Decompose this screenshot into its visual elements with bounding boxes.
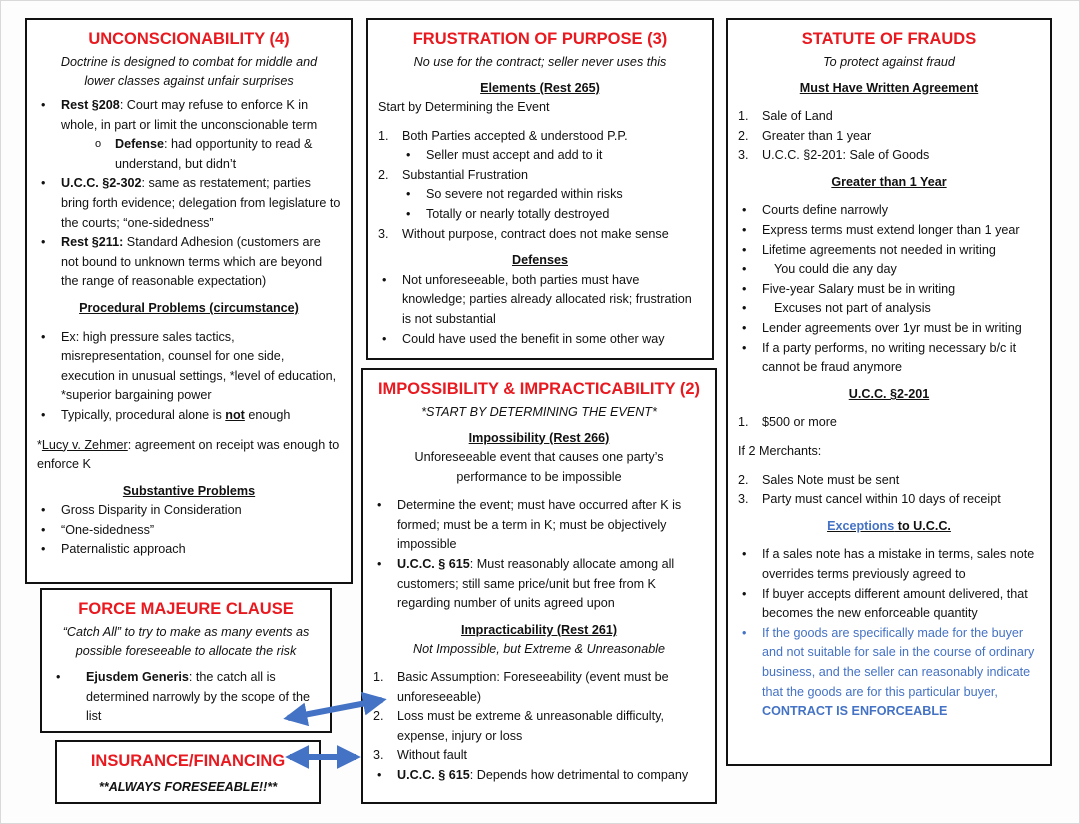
list-item: 2. Substantial Frustration — [378, 167, 528, 182]
insurance-title: INSURANCE/FINANCING — [90, 752, 286, 770]
list-item: 1. Sale of Land — [738, 109, 833, 124]
insurance-note: **ALWAYS FORESEEABLE!!** — [98, 780, 278, 794]
greater-than-year-heading: Greater than 1 Year — [831, 174, 947, 189]
list-item: • Express terms must extend longer than 1 year — [738, 221, 1040, 241]
list-item: • Totally or nearly totally destroyed — [378, 205, 702, 225]
impossibility-desc: Unforeseeable event that causes one party’s performance to be impossible — [414, 450, 664, 484]
exceptions-heading: Exceptions to U.C.C. — [827, 518, 951, 533]
list-item: • Paternalistic approach — [37, 540, 341, 560]
list-item: 3. Without fault — [373, 748, 467, 763]
list-item: • Five-year Salary must be in writing — [738, 280, 1040, 300]
list-item: • Rest §208: Court may refuse to enforce K in whole, in part or limit the unconscionable term — [37, 96, 341, 135]
list-item: o Defense: had opportunity to read & understand, but didn’t — [37, 135, 341, 174]
impossibility-title: IMPOSSIBILITY & IMPRACTICABILITY (2) — [377, 380, 701, 398]
statute-of-frauds-intro: To protect against fraud — [823, 55, 955, 69]
list-item: • Not unforeseeable, both parties must have knowledge; parties already allocated risk; frustration is not substantial — [378, 271, 702, 330]
written-heading: Must Have Written Agreement — [799, 80, 979, 95]
force-majeure-intro: “Catch All” to try to make as many events as possible foreseeable to allocate the risk — [62, 625, 310, 658]
list-item: • Ex: high pressure sales tactics, misrepresentation, counsel for one side, execution in unusual settings, *level of education, *superior bargaining power — [37, 328, 341, 406]
impracticability-heading: Impracticability (Rest 261) — [460, 622, 618, 637]
impossibility-intro: *START BY DETERMINING THE EVENT* — [421, 405, 657, 419]
procedural-heading: Procedural Problems (circumstance) — [79, 300, 299, 315]
list-item: • Seller must accept and add to it — [378, 146, 702, 166]
list-item: • U.C.C. §2-302: same as restatement; parties bring forth evidence; delegation from legislature to the courts; “one-sidedness” — [37, 174, 341, 233]
list-item: • Rest §211: Standard Adhesion (customers are not bound to unknown terms which are beyond the range of reasonable expectation) — [37, 233, 341, 292]
list-item: 1. Both Parties accepted & understood P.P. — [378, 128, 628, 143]
elements-heading: Elements (Rest 265) — [480, 80, 600, 95]
force-majeure-title: FORCE MAJEURE CLAUSE — [78, 600, 294, 618]
frustration-intro: No use for the contract; seller never uses this — [413, 55, 667, 69]
list-item: 3. Party must cancel within 10 days of receipt — [738, 492, 1001, 507]
list-item: • Typically, procedural alone is not enough — [37, 406, 341, 426]
list-item: • Gross Disparity in Consideration — [37, 501, 341, 521]
list-item: • If the goods are specifically made for the buyer and not suitable for sale in the course of ordinary business, and the seller can reasonably indicate that the goods are for this particular buyer, CONTRACT IS ENFORCEABLE — [738, 624, 1040, 722]
merchants-note: If 2 Merchants: — [738, 444, 822, 458]
exceptions-link[interactable]: Exceptions — [827, 518, 895, 533]
list-item: • If a sales note has a mistake in terms, sales note overrides terms previously agreed to — [738, 545, 1040, 584]
list-item: • Lifetime agreements not needed in writing — [738, 241, 1040, 261]
list-item: • Excuses not part of analysis — [738, 299, 1040, 319]
list-item: • U.C.C. § 615: Must reasonably allocate among all customers; still same price/unit but free from K regarding number of units agreed upon — [373, 555, 705, 614]
list-item: • Ejusdem Generis: the catch all is determined narrowly by the scope of the list — [52, 668, 320, 727]
statute-of-frauds-title: STATUTE OF FRAUDS — [801, 30, 977, 48]
case-note: *Lucy v. Zehmer: agreement on receipt was enough to enforce K — [37, 437, 340, 472]
start-note: Start by Determining the Event — [378, 100, 550, 115]
list-item: 3. U.C.C. §2-201: Sale of Goods — [738, 148, 930, 163]
ucc-heading: U.C.C. §2-201 — [848, 386, 930, 401]
defenses-heading: Defenses — [511, 253, 568, 268]
list-item: • U.C.C. § 615: Depends how detrimental to company — [373, 766, 705, 786]
list-item: • Could have used the benefit in some other way — [378, 330, 702, 350]
list-item: 2. Sales Note must be sent — [738, 472, 900, 487]
impossibility-heading: Impossibility (Rest 266) — [468, 430, 610, 445]
list-item: • Courts define narrowly — [738, 201, 1040, 221]
unconscionability-intro: Doctrine is designed to combat for middle and lower classes against unfair surprises — [60, 55, 318, 88]
list-item: 1. Basic Assumption: Foreseeability (event must be unforeseeable) — [373, 669, 669, 704]
unconscionability-title: UNCONSCIONABILITY (4) — [88, 30, 290, 48]
list-item: 3. Without purpose, contract does not make sense — [378, 226, 669, 241]
list-item: • If a party performs, no writing necessary b/c it cannot be fraud anymore — [738, 339, 1040, 378]
list-item: 1. $500 or more — [738, 415, 837, 430]
force-majeure-arrow — [288, 700, 382, 718]
list-item: • So severe not regarded within risks — [378, 185, 702, 205]
list-item: • Lender agreements over 1yr must be in writing — [738, 319, 1040, 339]
impracticability-desc: Not Impossible, but Extreme & Unreasonable — [413, 642, 665, 657]
list-item: • You could die any day — [738, 260, 1040, 280]
substantive-heading: Substantive Problems — [122, 483, 256, 498]
frustration-title: FRUSTRATION OF PURPOSE (3) — [412, 30, 668, 48]
list-item: 2. Loss must be extreme & unreasonable difficulty, expense, injury or loss — [373, 709, 664, 743]
list-item: • If buyer accepts different amount delivered, that becomes the new enforceable quantity — [738, 585, 1040, 624]
list-item: • “One-sidedness” — [37, 521, 341, 541]
list-item: 2. Greater than 1 year — [738, 128, 872, 143]
list-item: • Determine the event; must have occurred after K is formed; must be a term in K; must be objectively impossible — [373, 496, 705, 555]
